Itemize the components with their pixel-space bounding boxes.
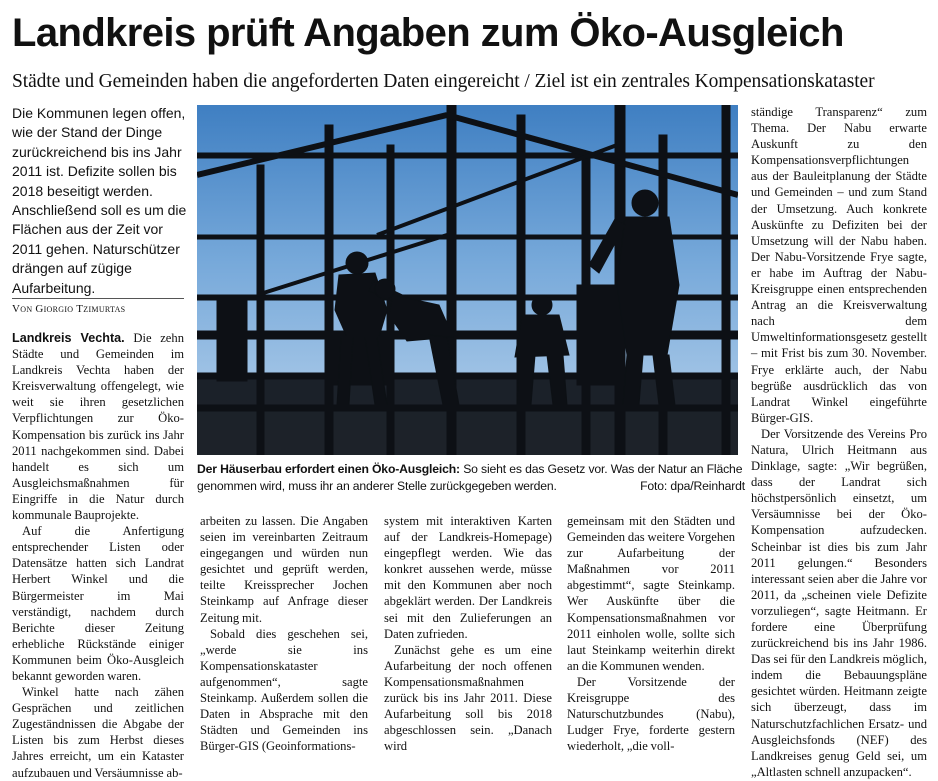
paragraph-text: Die zehn Städte und Gemeinden im Landkreis Vechta haben der Kreisverwaltung offengelegt, wie weit sie ihren gesetzlichen Verpflichtungen zur Öko-Kompensation bis zurück ins Jahr 2011 nachgekommen sind. Dabei handelt es sich um Ausgleichsmaßnahmen für Eingriffe in die Natur durch kommunale Bauprojekte. xyxy=(12,331,184,523)
photo-caption xyxy=(197,461,745,495)
headline: Landkreis prüft Angaben zum Öko-Ausgleich xyxy=(12,11,844,55)
subheadline: Städte und Gemeinden haben die angeforderten Daten eingereicht / Ziel ist ein zentrales Kompensationskataster xyxy=(12,71,875,92)
paragraph: gemeinsam mit den Städten und Gemeinden das weitere Vorgehen zur Aufarbeitung der Maßnahmen vor 2011 abgestimmt“, sagte Steinkamp. Wer Auskünfte über die Kompensationsmaßnahmen vor 2011 einholen wolle, sollte sich laut Steinkamp weiterhin direkt an die Kommunen wenden. xyxy=(567,514,736,673)
dateline: Landkreis Vechta. xyxy=(12,331,125,345)
caption-lead: Der Häuserbau erfordert einen Öko-Ausgleich: xyxy=(197,462,460,476)
article-column-3 xyxy=(384,513,552,754)
paragraph: arbeiten zu lassen. Die Angaben seien im vereinbarten Zeitraum eingegangen und würden nun gesichtet und geprüft werden, teilte Kreissprecher Jochen Steinkamp auf Anfrage dieser Zeitung mit. xyxy=(200,514,368,625)
article-column-5 xyxy=(751,104,927,780)
teaser: Die Kommunen legen offen, wie der Stand der Dinge zurückreichend bis ins Jahr 2011 ist. Defizite sollen bis 2018 beseitigt werden. Anschließend soll es um die Flächen aus der Zeit vor 2011 gehen. Naturschützer drängen auf zügige Aufarbeitung. xyxy=(12,105,187,296)
paragraph: Der Vorsitzende der Kreisgruppe des Naturschutzbundes (Nabu), Ludger Frye, forderte gestern wiederholt, „die voll- xyxy=(567,674,735,754)
byline-author: Giorgio Tzimurtas xyxy=(35,303,126,315)
byline-prefix: Von xyxy=(12,303,33,315)
article-column-4 xyxy=(567,513,735,754)
construction-workers-silhouette-icon xyxy=(197,105,738,455)
paragraph: Sobald dies geschehen sei, „werde sie ins Kompensationskataster aufgenommen“, sagte Steinkamp. Außerdem sollen die Daten in Absprache mit den Städten und Gemeinden ins Bürger-GIS (Geoinformations- xyxy=(200,626,368,754)
paragraph: Der Vorsitzende des Vereins Pro Natura, Ulrich Heitmann aus Dinklage, sagte: „Wir begrüßen, dass der Landrat sich höchstpersönlich einsetzt, um Versäumnisse bei der Öko-Kompensation aufzudecken. Scheinbar ist dies bis zum Jahr 2011 gelungen.“ Besonders interessant seien aber die Jahre vor 2011, da „scheinen viele Defizite vorzuliegen“, sagte Heitmann. Er fordere eine Überprüfung zurückreichend bis ins Jahr 1986. Das sei für den Landkreis möglich, indem die Bebauungspläne gesichtet würden. Heitmann zeigte sich überzeugt, dass im Naturschutzfachlichen Ersatz- und Ausgleichsfonds (NEF) des Landkreises genug Geld sei, um „Altlasten schnell anzupacken“. xyxy=(751,426,927,779)
byline-divider xyxy=(12,298,184,299)
article-column-1 xyxy=(12,330,184,781)
paragraph: system mit interaktiven Karten auf der Landkreis-Homepage) eingepflegt werden. Wie das konkret aussehen werde, müsse mit den Kommunen aber noch abgeklärt werden. Der Landkreis sei mit den Zulieferungen an Daten zufrieden. xyxy=(384,514,552,641)
paragraph: Zunächst gehe es um eine Aufarbeitung der noch offenen Kompensationsmaßnahmen zurück bis ins Jahr 2011. Diese Aufarbeitung soll bis 2018 abgeschlossen sein. „Danach wird xyxy=(384,642,552,754)
byline xyxy=(12,301,190,318)
caption-text: So sieht es das Gesetz vor. Was der Natur an Fläche genommen wird, muss ihr an anderer Stelle zurückgegeben werden. xyxy=(197,462,743,493)
article-column-2 xyxy=(200,513,368,754)
article-photo xyxy=(197,105,738,455)
paragraph: Winkel hatte nach zähen Gesprächen und zeitlichen Zugeständnissen die Abgabe der Listen bis zum Herbst dieses Jahres erreicht, um ein Kataster aufzubauen und Versäumnisse ab- xyxy=(12,685,184,780)
paragraph: Auf die Anfertigung entsprechender Listen oder Datensätze hatten sich Landrat Herbert Winkel und die Bürgermeister im Mai verständigt, nachdem durch Berichte dieser Zeitung erhebliche Rückstände einiger Kommunen beim Öko-Ausgleich bekannt geworden waren. xyxy=(12,524,184,683)
paragraph xyxy=(12,330,184,523)
photo-credit: Foto: dpa/Reinhardt xyxy=(640,479,745,493)
paragraph: ständige Transparenz“ zum Thema. Der Nabu erwarte Auskunft zu den Kompensationsverpflichtungen aus der Bauleitplanung der Städte und Gemeinden – und zum Stand der Umsetzung. Auch konkrete Auskünfte zu Defiziten bei der Umsetzung will der Nabu haben. Der Nabu-Vorsitzende Frye sagte, er habe im Auftrag der Nabu-Kreisgruppe einen entsprechenden Antrag an die Kreisverwaltung nach dem Umweltinformationsgesetz gestellt – mit Frist bis zum 30. November. Frye erklärte auch, der Nabu begrüße ausdrücklich das von Landrat Winkel eingeführte Bürger-GIS. xyxy=(751,105,927,425)
